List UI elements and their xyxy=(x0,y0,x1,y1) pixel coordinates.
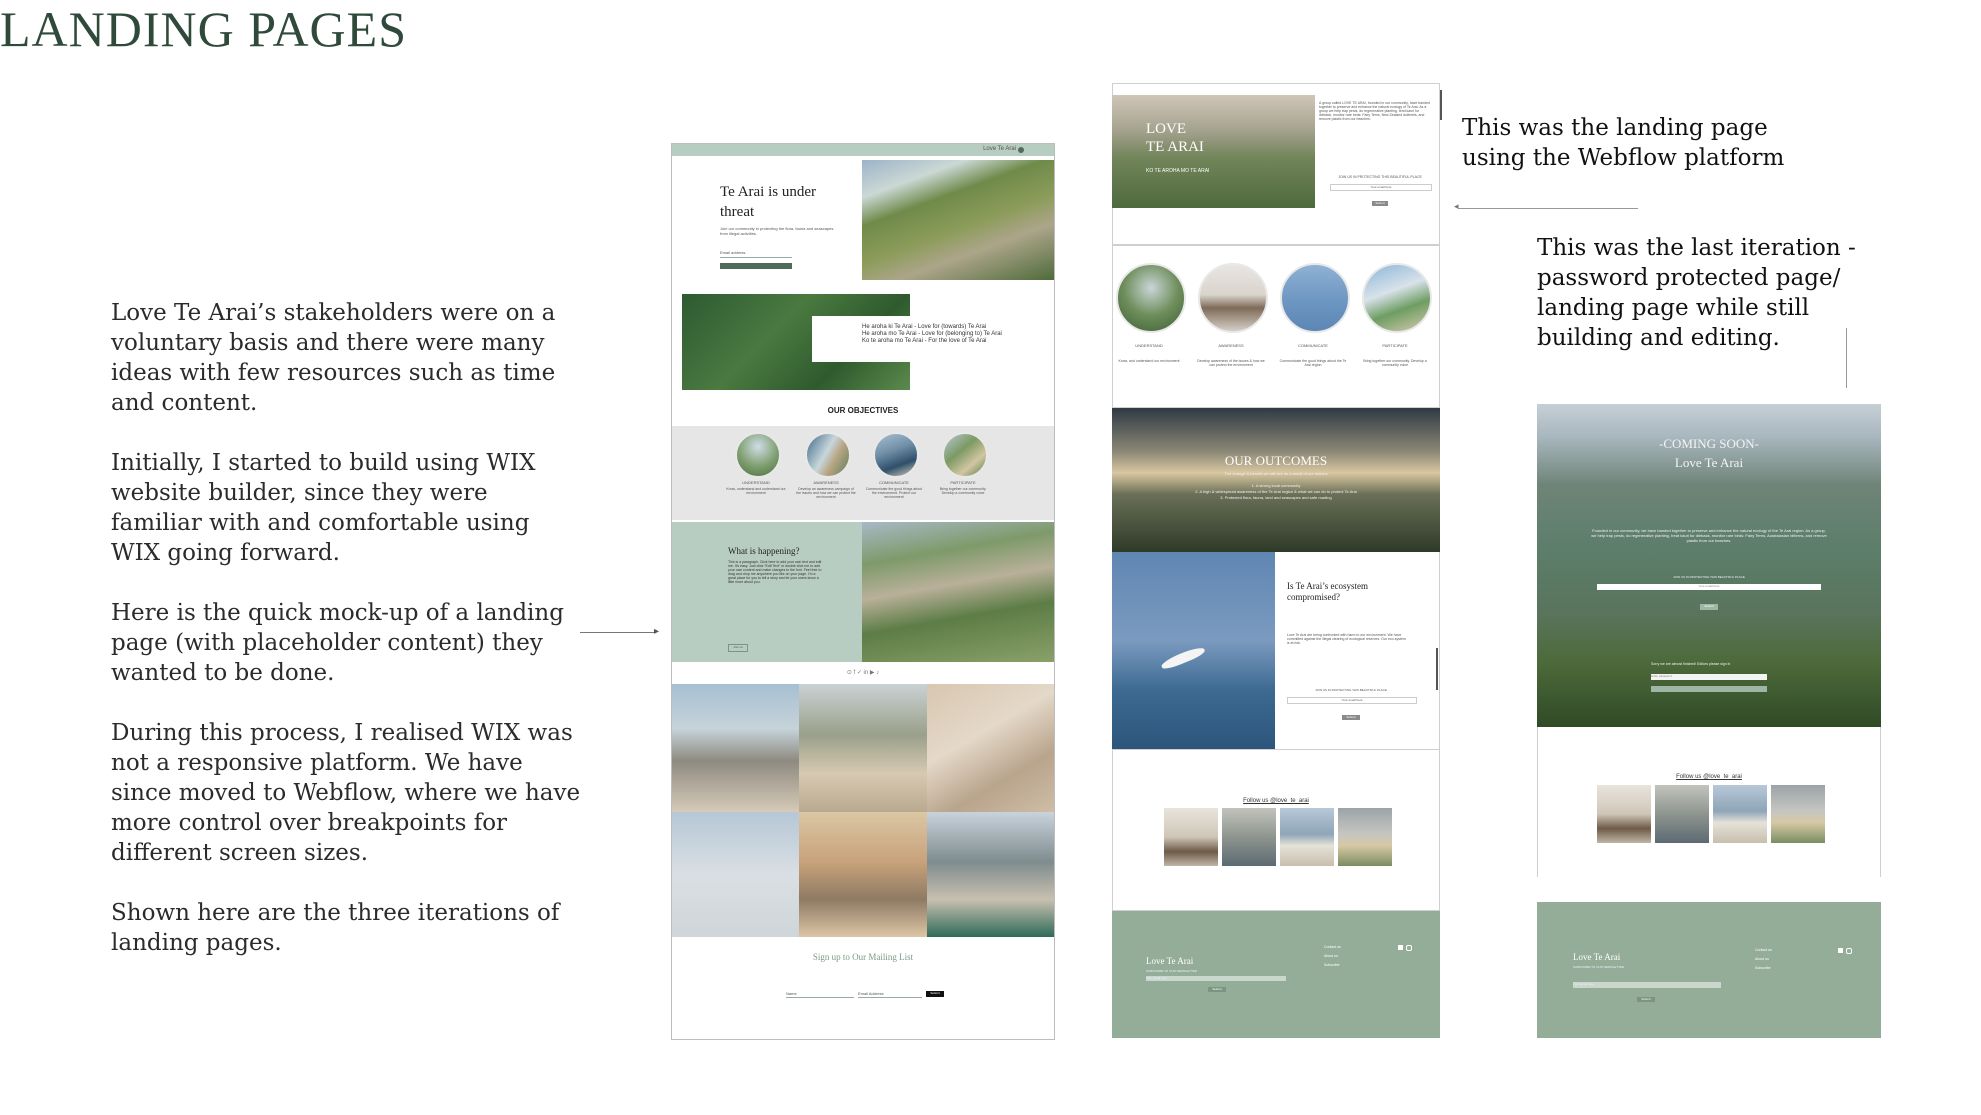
quarry-aerial-image xyxy=(862,160,1054,280)
cs-footer-input[interactable]: Your email here xyxy=(1573,982,1721,988)
wix-happening-button[interactable]: Join us xyxy=(728,644,748,652)
objective-image-communicate xyxy=(873,432,919,478)
webflow-eco-input[interactable]: Your email here xyxy=(1287,697,1417,704)
cs-instagram-image-3[interactable] xyxy=(1713,785,1767,843)
coming-soon-form-label: JOIN US IN PROTECTING THIS BEAUTIFUL PLACE xyxy=(1673,575,1745,579)
webflow-hero-form-label: JOIN US IN PROTECTING THIS BEAUTIFUL PLACE xyxy=(1338,175,1422,179)
wix-mailing-field-email-line xyxy=(858,997,922,998)
coming-soon-mockup xyxy=(1537,404,1881,1038)
wix-hero-input[interactable]: Email address xyxy=(720,250,746,255)
wf-objective-image-participate xyxy=(1362,263,1432,333)
beach-dunes-image xyxy=(799,684,927,812)
wf-objective-image-understand xyxy=(1116,263,1186,333)
webflow-hero-title-2: TE ARAI xyxy=(1146,139,1204,155)
webflow-outcomes-line-2: 1. A strong local community xyxy=(1251,483,1301,488)
webflow-footer-link-3[interactable]: Subscribe xyxy=(1324,963,1340,967)
wf-objective-text-communicate: Communicate the good things about the Te Arai region xyxy=(1279,359,1347,367)
webflow-footer-input[interactable]: Your email here xyxy=(1146,976,1286,981)
wf-objective-label-communicate: COMMUNICATE xyxy=(1298,343,1328,348)
coming-soon-password-input[interactable]: Enter password xyxy=(1651,674,1767,680)
webflow-eco-button[interactable]: Submit xyxy=(1342,715,1360,720)
coming-soon-follow-link[interactable]: Follow us @love_te_arai xyxy=(1676,774,1742,780)
webflow-outcomes-line-3: 2. A high & widespread awareness of the Te Arai region & what we can do to protect Te Arai xyxy=(1195,489,1357,494)
coming-soon-follow-frame xyxy=(1537,727,1881,877)
wix-hero-button[interactable] xyxy=(720,263,792,269)
cs-instagram-image-1[interactable] xyxy=(1597,785,1651,843)
objective-image-participate xyxy=(942,432,988,478)
wix-objectives-heading: OUR OBJECTIVES xyxy=(827,406,899,415)
webflow-hero-title-1: LOVE xyxy=(1146,121,1186,137)
instagram-icon[interactable] xyxy=(1406,945,1412,951)
webflow-eco-text: Love Te Arai are being confronted with harm to our environment. We have committed against the illegal clearing of ecological reserves. Our eco-system is at risk. xyxy=(1287,633,1406,645)
cs-footer-sub: SUBSCRIBE TO OUR NEWSLETTER xyxy=(1573,965,1625,969)
objective-label-awareness: AWARENESS xyxy=(813,480,839,485)
objective-text-communicate: Communicate the good things about the environment. Protect our environment xyxy=(865,487,923,499)
arrow-line xyxy=(580,632,656,633)
beach-group-image xyxy=(927,812,1054,937)
webflow-hero-text: A group called LOVE TE ARAI, founded in our community, have banded together to preserve and enhance the natural ecology of Te Arai. As a group we help trap pests, do regenerative planting, tend kauri for dieback, monitor rare birds: Fairy Terns, New Zealand dotterels, and remove plastic from our beaches. xyxy=(1319,101,1430,121)
cs-footer-link-1[interactable]: Contact us xyxy=(1755,948,1772,952)
webflow-scrollbar-2[interactable] xyxy=(1436,648,1438,690)
last-iteration-arrow xyxy=(1846,328,1847,388)
webflow-mockup xyxy=(1112,83,1440,1038)
wix-mockup xyxy=(671,143,1055,1040)
wix-band-line-2: He aroha mo Te Arai - Love for (belonging to) Te Arai xyxy=(862,331,1002,337)
objective-label-communicate: COMMUNICATE xyxy=(879,480,909,485)
coming-soon-password-label: Sorry we are almost finished! Editors please sign in xyxy=(1651,662,1731,666)
wix-hero-title: Te Arai is under threat xyxy=(720,184,817,220)
family-cleanup-image xyxy=(799,812,927,937)
webflow-footer-link-1[interactable]: Contact us xyxy=(1324,945,1341,949)
objective-text-awareness: Develop an awareness campaign of the issues and how we can protect the environment xyxy=(796,487,856,499)
objective-image-understand xyxy=(735,432,781,478)
coming-soon-button[interactable]: Submit xyxy=(1700,604,1718,610)
wf-objective-label-participate: PARTICIPATE xyxy=(1382,343,1408,348)
objective-label-participate: PARTICIPATE xyxy=(950,480,976,485)
cs-footer-brand: Love Te Arai xyxy=(1573,952,1621,962)
last-iteration-note: This was the last iteration - password protected page/ landing page while still building and editing. xyxy=(1537,235,1856,351)
wix-band-line-3: Ko te aroha mo Te Arai - For the love of Te Arai xyxy=(862,338,987,344)
coming-soon-title-2: Love Te Arai xyxy=(1674,455,1744,470)
coming-soon-title-1: -COMING SOON- xyxy=(1658,436,1760,451)
coming-soon-footer xyxy=(1537,902,1881,1038)
wix-happening-panel xyxy=(672,522,862,662)
webflow-follow-link[interactable]: Follow us @love_te_arai xyxy=(1243,798,1309,804)
wix-band-line-1: He aroha ki Te Arai - Love for (towards) Te Arai xyxy=(862,324,987,330)
intro-paragraph: Love Te Arai’s stakeholders were on a voluntary basis and there were many ideas with few resources such as time and content. xyxy=(111,300,556,416)
wix-hero-text: Join our community in protecting the flora, fauna and seascapes from illegal activities. xyxy=(720,226,834,236)
cs-footer-button[interactable]: Submit xyxy=(1637,997,1655,1002)
wix-hero-input-line xyxy=(720,257,792,258)
beach-cleanup-image-1 xyxy=(672,684,799,812)
wf-objective-label-awareness: AWARENESS xyxy=(1218,343,1244,348)
webflow-eco-title: Is Te Arai’s ecosystem compromised? xyxy=(1287,581,1368,602)
cs-facebook-icon[interactable] xyxy=(1838,948,1843,953)
webflow-outcomes-title: OUR OUTCOMES xyxy=(1224,453,1328,468)
beach-bottle-image xyxy=(927,684,1054,812)
instagram-image-4[interactable] xyxy=(1338,808,1392,866)
webflow-outcomes-image xyxy=(1112,408,1440,552)
instagram-image-3[interactable] xyxy=(1280,808,1334,866)
webflow-hero-input[interactable]: Your email here xyxy=(1330,184,1432,191)
coming-soon-text: Founded in our community, we have banded together to preserve and enhance the natural ecology of the Te Arai region. As a group, we help trap pests, do regenerative planting, treat kauri for dieback, monitor rare birds: Fairy Terns, Australasian bitterns, and remove plastic from our beaches. xyxy=(1591,528,1827,543)
webflow-note-arrow xyxy=(1458,208,1638,209)
facebook-icon[interactable] xyxy=(1398,945,1403,950)
iterations-paragraph: Shown here are the three iterations of landing pages. xyxy=(111,900,560,956)
webflow-paragraph: During this process, I realised WIX was not a responsive platform. We have since moved to Webflow, where we have more control over breakpoints for different screen sizes. xyxy=(111,720,581,866)
coming-soon-password-button[interactable] xyxy=(1651,686,1767,692)
wix-happening-heading: What is happening? xyxy=(728,546,800,556)
arrow-head-icon: ▸ xyxy=(654,626,660,637)
instagram-image-1[interactable] xyxy=(1164,808,1218,866)
cs-instagram-image-4[interactable] xyxy=(1771,785,1825,843)
wix-happening-text: This is a paragraph. Click here to add your own text and edit me. It's easy. Just click “Edit Text” or double click me to add your own content and make changes to the font. Feel free to drag and drop me anywhere you like on your page. I'm a great place for you to tell a story and let your users know a little more about you. xyxy=(728,560,822,584)
wf-objective-text-participate: Bring together our community. Develop a community voice xyxy=(1363,359,1427,367)
wix-social-icons[interactable]: ⊙ f ✓ in ▶ ♪ xyxy=(846,670,880,676)
cs-footer-link-3[interactable]: Subscribe xyxy=(1755,966,1771,970)
webflow-scrollbar[interactable] xyxy=(1440,90,1442,120)
cs-instagram-image-2[interactable] xyxy=(1655,785,1709,843)
objective-text-participate: Bring together our community. Develop a community voice xyxy=(939,487,987,495)
wix-mailing-field-name-line xyxy=(786,997,854,998)
page-title: LANDING PAGES xyxy=(0,1,408,57)
webflow-note: This was the landing page using the Webflow platform xyxy=(1462,115,1785,171)
wf-objective-text-awareness: Develop awareness of the issues & how we can protect the environment xyxy=(1197,359,1265,367)
webflow-hero-sub: KO TE AROHA MO TE ARAI xyxy=(1146,168,1210,174)
webflow-footer-sub: SUBSCRIBE TO OUR NEWSLETTER xyxy=(1146,969,1198,973)
beach-cleanup-image-2 xyxy=(672,812,799,937)
cs-footer-link-2[interactable]: About us xyxy=(1755,957,1769,961)
webflow-footer-link-2[interactable]: About us xyxy=(1324,954,1338,958)
wix-nav-label: Love Te Arai xyxy=(983,146,1016,152)
webflow-note-arrow-head-icon: ◂ xyxy=(1454,202,1459,212)
wix-mailing-field-name[interactable]: Name xyxy=(786,991,797,996)
wix-objectives-band xyxy=(672,426,1054,520)
wix-mailing-title: Sign up to Our Mailing List xyxy=(812,952,914,962)
mockup-paragraph: Here is the quick mock-up of a landing page (with placeholder content) they wanted to be done. xyxy=(111,600,564,686)
webflow-outcomes-line-1: The change & benefit we will see as a result of our actions xyxy=(1224,471,1328,476)
cs-instagram-icon[interactable] xyxy=(1846,948,1852,954)
wix-mailing-button[interactable]: Submit xyxy=(926,991,944,997)
heart-icon xyxy=(1018,147,1024,153)
objective-image-awareness xyxy=(805,432,851,478)
webflow-outcomes-line-4: 3. Protected flora, fauna, land and seascapes and safe roading xyxy=(1220,495,1332,500)
land-clearing-image xyxy=(862,522,1054,662)
wf-objective-label-understand: UNDERSTAND xyxy=(1135,343,1163,348)
wf-objective-image-communicate xyxy=(1280,263,1350,333)
wix-mailing-field-email[interactable]: Email Address xyxy=(858,991,884,996)
webflow-hero-button[interactable]: Submit xyxy=(1372,201,1388,206)
instagram-image-2[interactable] xyxy=(1222,808,1276,866)
objective-label-understand: UNDERSTAND xyxy=(742,480,770,485)
webflow-footer-brand: Love Te Arai xyxy=(1146,956,1194,966)
webflow-footer-button[interactable]: Submit xyxy=(1208,987,1226,992)
objective-text-understand: Know, understand and understand our environment xyxy=(726,487,786,495)
webflow-hero-image xyxy=(1112,95,1315,208)
wf-objective-image-awareness xyxy=(1198,263,1268,333)
webflow-footer xyxy=(1112,911,1440,1038)
wf-objective-text-understand: Know, and understand our environment xyxy=(1118,359,1180,363)
webflow-eco-form-label: JOIN US IN PROTECTING THIS BEAUTIFUL PLACE xyxy=(1315,688,1387,692)
coming-soon-input[interactable]: Your email here xyxy=(1597,584,1821,590)
wix-paragraph: Initially, I started to build using WIX website builder, since they were familiar with and comfortable using WIX going forward. xyxy=(111,450,536,566)
